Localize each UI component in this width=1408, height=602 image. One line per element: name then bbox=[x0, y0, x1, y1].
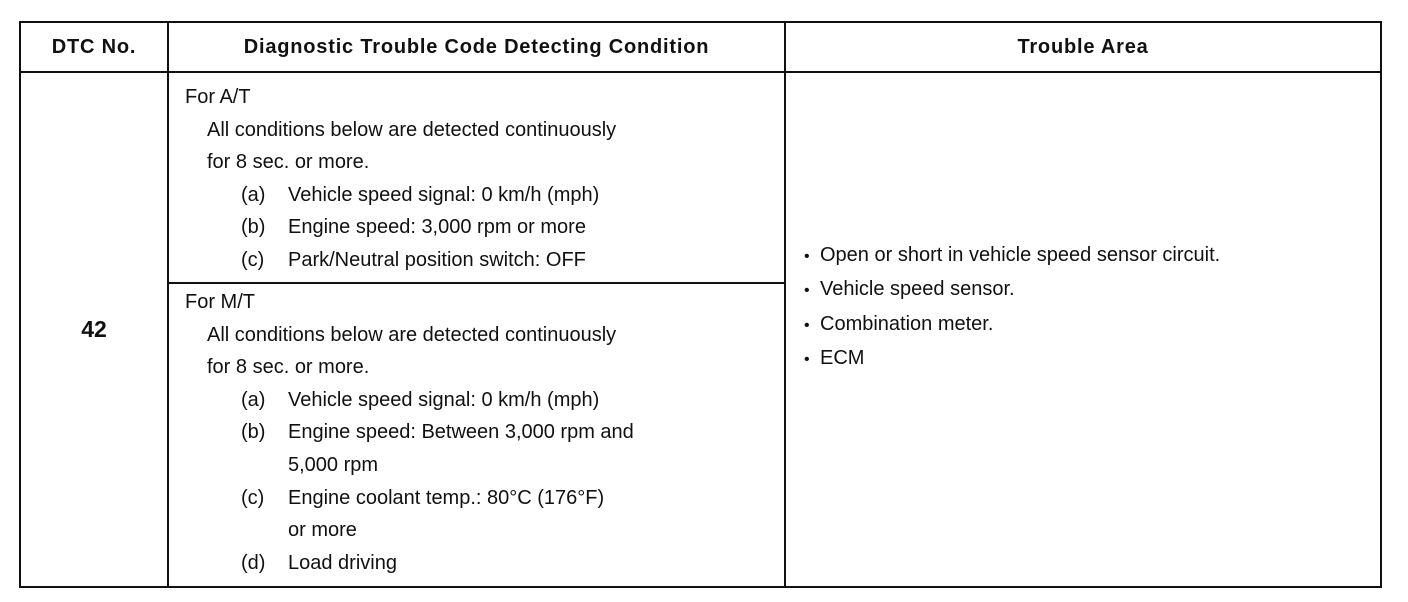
trouble-area-text: Open or short in vehicle speed sensor circuit. bbox=[820, 243, 1221, 266]
condition-item-text: Vehicle speed signal: 0 km/h (mph) bbox=[288, 388, 600, 411]
condition-item-line: or more bbox=[288, 519, 357, 542]
header-dtc-no: DTC No. bbox=[21, 23, 169, 71]
condition-item-key: (a) bbox=[241, 183, 266, 206]
trouble-area-item bbox=[804, 239, 1220, 274]
condition-item-text bbox=[288, 416, 634, 481]
trouble-area-text: Vehicle speed sensor. bbox=[820, 278, 1015, 300]
condition-item-line: 5,000 rpm bbox=[288, 453, 379, 476]
trouble-area-item bbox=[804, 308, 1220, 343]
table-body bbox=[21, 73, 1380, 586]
condition-item-line: Engine coolant temp.: 80°C (176°F) bbox=[288, 486, 605, 509]
dtc-code-cell: 42 bbox=[21, 73, 169, 586]
condition-item-key: (c) bbox=[241, 248, 265, 271]
condition-intro-line: All conditions below are detected continuously bbox=[207, 118, 617, 141]
condition-intro-line: for 8 sec. or more. bbox=[207, 356, 370, 379]
condition-item bbox=[241, 416, 784, 481]
condition-item-key: (c) bbox=[241, 486, 265, 509]
condition-item bbox=[241, 547, 784, 580]
condition-cell-mt bbox=[169, 284, 786, 586]
condition-item bbox=[241, 384, 784, 417]
trouble-area-list bbox=[804, 239, 1220, 377]
trouble-area-text: Combination meter. bbox=[820, 312, 994, 335]
table-header-row bbox=[21, 23, 1380, 73]
condition-item-text bbox=[288, 482, 604, 547]
trouble-area-item bbox=[804, 342, 1220, 377]
condition-item-key: (d) bbox=[241, 551, 266, 574]
condition-intro-line: All conditions below are detected continuously bbox=[207, 323, 617, 346]
condition-list bbox=[185, 384, 784, 580]
condition-item bbox=[241, 244, 784, 277]
bullet-icon: • bbox=[804, 282, 810, 299]
condition-item-text: Vehicle speed signal: 0 km/h (mph) bbox=[288, 183, 600, 206]
bullet-icon: • bbox=[804, 247, 810, 265]
condition-mode-label: For M/T bbox=[185, 291, 255, 313]
trouble-area-text: ECM bbox=[820, 347, 865, 369]
condition-item-line: Engine speed: Between 3,000 rpm and bbox=[288, 421, 634, 444]
bullet-icon: • bbox=[804, 351, 810, 368]
condition-item-text: Load driving bbox=[288, 551, 397, 574]
condition-intro-line: for 8 sec. or more. bbox=[207, 151, 370, 174]
condition-item-key: (b) bbox=[241, 421, 266, 444]
header-detecting-condition: Diagnostic Trouble Code Detecting Condition bbox=[169, 23, 786, 71]
condition-item-key: (b) bbox=[241, 216, 266, 239]
condition-item bbox=[241, 211, 784, 244]
condition-cell-at bbox=[169, 73, 786, 284]
condition-list bbox=[185, 179, 784, 277]
trouble-area-item bbox=[804, 273, 1220, 308]
condition-item bbox=[241, 482, 784, 547]
condition-item bbox=[241, 179, 784, 212]
condition-item-key: (a) bbox=[241, 388, 266, 411]
condition-mode-label: For A/T bbox=[185, 86, 251, 108]
dtc-table bbox=[19, 21, 1382, 588]
bullet-icon: • bbox=[804, 316, 810, 334]
condition-item-text: Engine speed: 3,000 rpm or more bbox=[288, 216, 586, 239]
header-trouble-area: Trouble Area bbox=[1017, 35, 1149, 58]
trouble-area-cell bbox=[786, 73, 1380, 586]
condition-item-text: Park/Neutral position switch: OFF bbox=[288, 248, 586, 271]
